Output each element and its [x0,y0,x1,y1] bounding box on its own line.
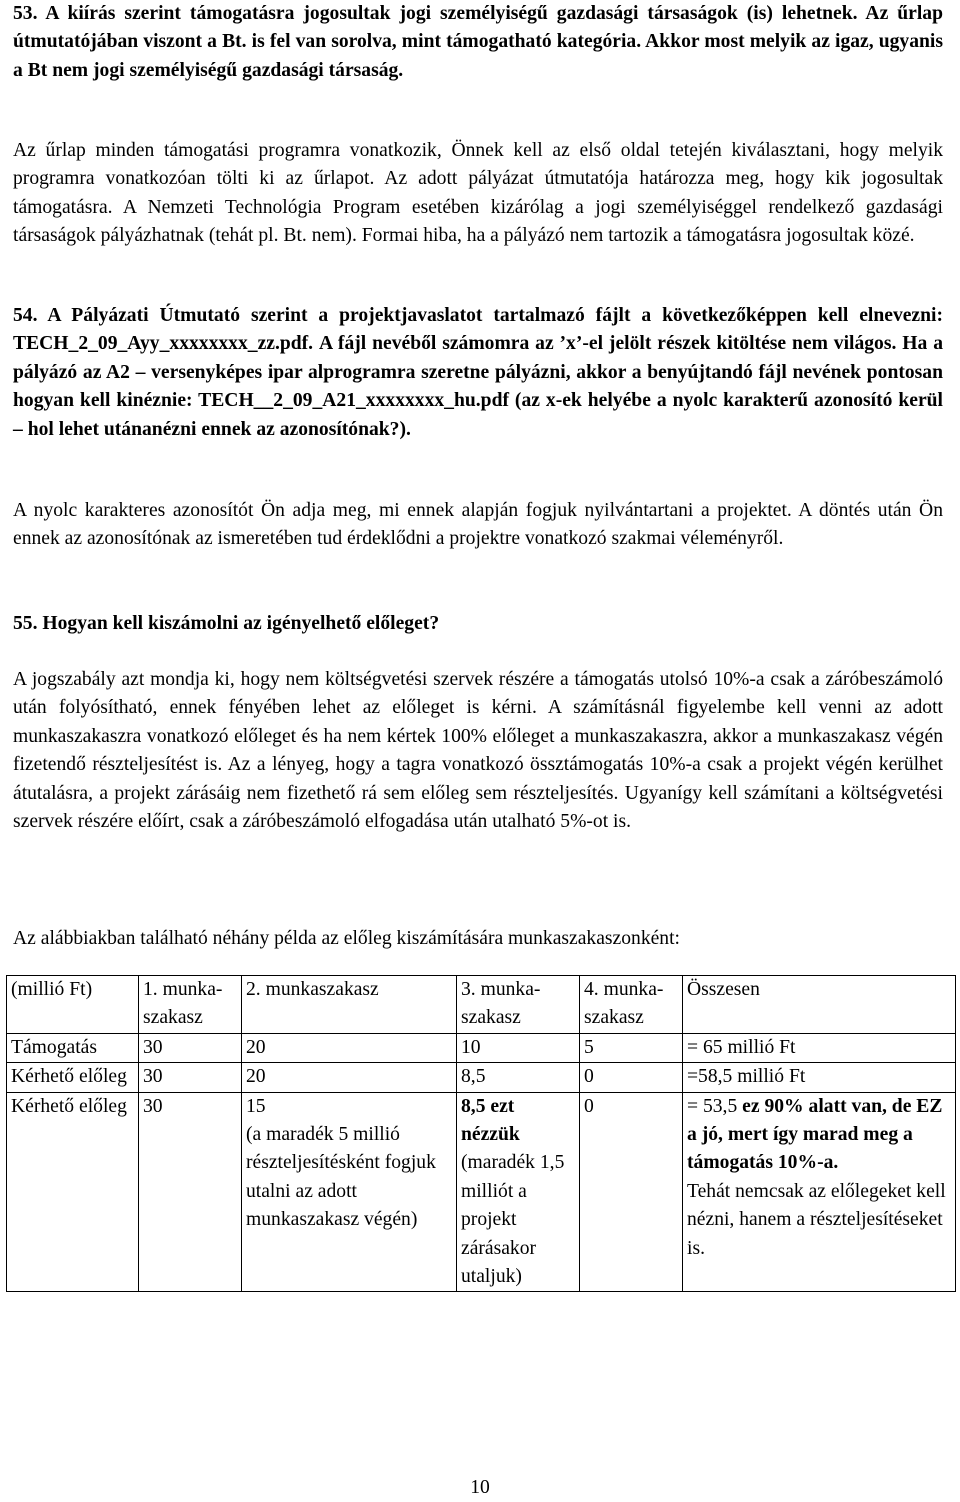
header-phase-4: 4. munka-szakasz [580,976,683,1034]
q53-answer-part2: Az adott pályázat útmutatója határozza meg, hogy kik jogosultak támogatásra. A Nemzeti Technológia Program esetében kizárólag a jogi személyiséggel rendelkező gazdasági társaságok pályázhatnak (tehát pl. Bt. nem). Formai hiba, ha a pályázó nem tartozik a támogatásra jogosultak közé. [13,168,943,247]
table-cell [683,1092,956,1292]
advance-payment-table [6,975,956,1292]
q53-question: 53. A kiírás szerint támogatásra jogosultak jogi személyiségű gazdasági társaságok (is) lehetnek. Az űrlap útmutatójában viszont a Bt. is fel van sorolva, mint támogatható kategória. Akkor most melyik az igaz, ugyanis a Bt nem jogi személyiségű gazdasági társaság. [13,3,943,81]
cell-highlight: ez 90% alatt van, de EZ a jó, mert így marad meg a támogatás 10%-a. [687,1095,943,1174]
q53-answer-part1: Az űrlap minden támogatási programra vonatkozik, Önnek kell az első oldal tetején kiválasztani, hogy melyik programra vonatkozóan tölti ki az űrlapot. [13,140,943,190]
table-row [7,1033,956,1062]
q54-question-part2: A fájl nevéből számomra az ’x’-el jelölt részek kitöltése nem világos. [318,333,897,355]
table-cell [242,1092,457,1292]
q55-question: 55. Hogyan kell kiszámolni az igényelhető előleget? [13,613,440,634]
table-cell: =58,5 millió Ft [683,1063,956,1092]
row-label: Kérhető előleg [7,1063,139,1092]
table-row [7,1063,956,1092]
q54-answer: A nyolc karakteres azonosítót Ön adja meg, mi ennek alapján fogjuk nyilvántartani a projektet. A döntés után Ön ennek az azonosítónak az ismeretében tud érdeklődni a projektre vonatkozó szakmai véleményről. [13,500,943,550]
table-cell: 20 [242,1033,457,1062]
q54-question-part3: Ha a pályázó az A2 – versenyképes ipar alprogramra szeretne pályázni, akkor a benyújtandó fájl nevének pontosan hogyan kell kinéznie: TECH__2_09_A21_xxxxxxxx_hu.pdf (az x-ek helyébe a nyolc karakterű azonosító kerül – hol lehet utánanézni ennek az azonosítónak?). [13,333,944,440]
table-header-row [7,976,956,1034]
header-unit: (millió Ft) [7,976,139,1034]
table-cell [457,1092,580,1292]
header-total: Összesen [683,976,956,1034]
q54-question-part1: 54. A Pályázati Útmutató szerint a projektjavaslatot tartalmazó fájlt a következőképpen kell elnevezni: TECH_2_09_Ayy_xxxxxxxx_zz.pdf. [13,305,943,355]
row-label: Támogatás [7,1033,139,1062]
table-cell: 20 [242,1063,457,1092]
row-label: Kérhető előleg [7,1092,139,1292]
header-phase-1: 1. munka-szakasz [139,976,242,1034]
table-row [7,1092,956,1292]
page-number: 10 [470,1477,490,1498]
table-cell: 8,5 [457,1063,580,1092]
table-cell: = 65 millió Ft [683,1033,956,1062]
q54-question [13,302,943,444]
cell-value: 8,5 ezt nézzük [461,1095,520,1146]
table-cell: 30 [139,1033,242,1062]
q53-answer [13,137,943,251]
header-phase-2: 2. munkaszakasz [242,976,457,1034]
table-cell: 5 [580,1033,683,1062]
cell-value: = 53,5 [687,1095,738,1117]
cell-total [687,1093,953,1178]
table-cell: 30 [139,1092,242,1292]
cell-note: (maradék 1,5 milliót a projekt zárásakor utaljuk) [461,1152,565,1288]
table-cell: 0 [580,1063,683,1092]
table-cell: 10 [457,1033,580,1062]
header-phase-3: 3. munka-szakasz [457,976,580,1034]
cell-note: Tehát nemcsak az előlegeket kell nézni, hanem a részteljesítéseket is. [687,1180,946,1259]
q55-answer: A jogszabály azt mondja ki, hogy nem költségvetési szervek részére a támogatás utolsó 10%-a csak a záróbeszámoló után folyósítható, ennek fényében lehet az előleget is kérni. A számításnál figyelembe kell venni az adott munkaszakaszra vonatkozó előleget és ha nem kértek 100% előleget a munkaszakaszra, akkor a munkaszakasz végén fizetendő részteljesítést is. Az a lényeg, hogy a tagra vonatkozó össztámogatás 10%-a csak a projekt végén kerülhet átutalásra, a projekt zárásáig nem fizethető rá sem előleg sem részteljesítés. Ugyanígy kell számítani a költségvetési szervek részére előírt, csak a záróbeszámoló elfogadása után utalható 5%-ot is. [13,669,943,833]
table-cell: 30 [139,1063,242,1092]
cell-note: (a maradék 5 millió részteljesítésként fogjuk utalni az adott munkaszakasz végén) [246,1124,436,1231]
cell-value: 15 [246,1095,266,1117]
table-cell: 0 [580,1092,683,1292]
q55-table-intro: Az alábbiakban található néhány példa az előleg kiszámítására munkaszakaszonként: [13,928,680,949]
